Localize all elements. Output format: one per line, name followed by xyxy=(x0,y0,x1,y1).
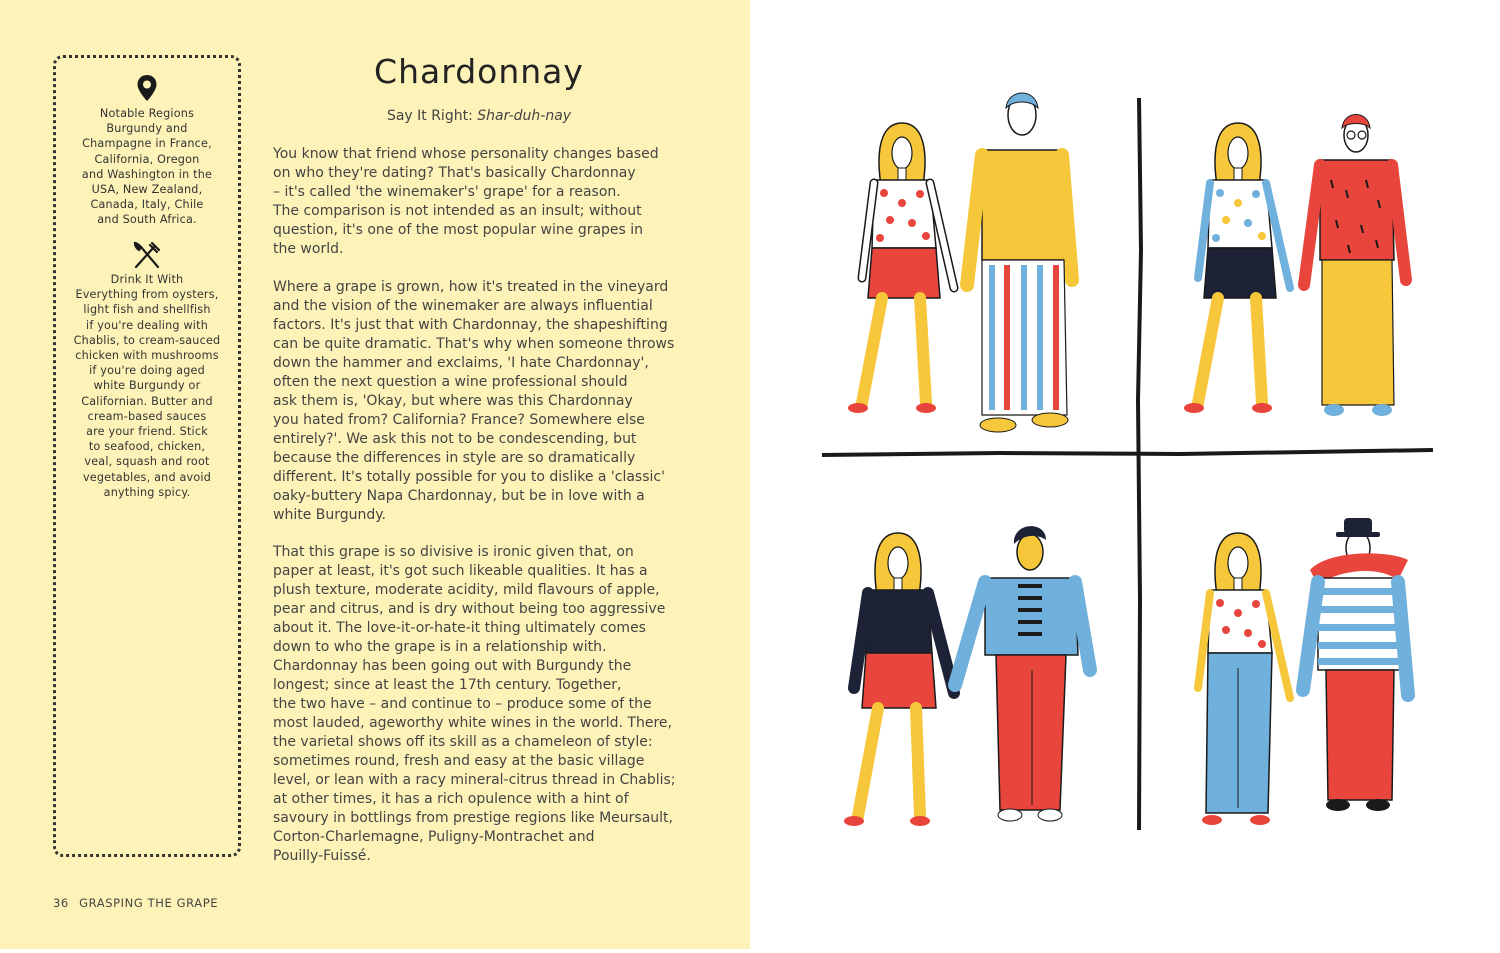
horizontal-divider xyxy=(822,450,1433,455)
couple-top-left xyxy=(848,93,1072,432)
right-page xyxy=(750,0,1500,949)
map-pin-icon xyxy=(136,74,158,102)
pronunciation-value: Shar-duh-nay xyxy=(477,108,572,124)
page-number: 36 xyxy=(53,896,69,910)
fork-knife-icon xyxy=(132,240,162,270)
paragraph-1: You know that friend whose personality changes based on who they're dating? That's basically Chardonnay – it's called 'the winemaker's' grape' for a reason. The comparison is not intended as an insult; without question, it's one of the most popular wine grapes in the world. xyxy=(273,146,659,257)
pronunciation xyxy=(272,108,686,124)
couple-bottom-left xyxy=(844,526,1090,826)
sidebar-box xyxy=(53,55,241,857)
vertical-divider xyxy=(1138,98,1141,830)
page-footer xyxy=(53,896,224,910)
couples-illustration xyxy=(750,0,1500,949)
pronunciation-label: Say It Right: xyxy=(386,108,473,124)
drink-it-with-text: Drink It With Everything from oysters, light fish and shellfish if you're dealing with Chablis, to cream-sauced chicken with mushrooms if you're doing aged white Burgundy or Californian. Butter and cream-based sauces are your friend. Stick to seafood, chicken, veal, squash and root vegetables, and avoid anything spicy. xyxy=(73,273,221,499)
couple-bottom-right xyxy=(1198,518,1408,825)
couple-top-right xyxy=(1184,115,1406,417)
paragraph-2: Where a grape is grown, how it's treated in the vineyard and the vision of the winemaker are always influential factors. It's just that with Chardonnay, the shapeshifting can be quite dramatic. That's why when someone throws down the hammer and exclaims, 'I hate Chardonnay', often the next question a wine professional should ask them is, 'Okay, but where was this Chardonnay you hated from? California? France? Somewhere else entirely?'. We ask this not to be condescending, but because the differences in style are so dramatically different. It's totally possible for you to dislike a 'classic' oaky-buttery Napa Chardonnay, but be in love with a white Burgundy. xyxy=(273,279,675,523)
notable-regions-text: Notable Regions Burgundy and Champagne in France, California, Oregon and Washington in the USA, New Zealand, Canada, Italy, Chile and South Africa. xyxy=(81,107,213,227)
page-title: Chardonnay xyxy=(374,52,584,91)
left-page xyxy=(0,0,750,949)
paragraph-3: That this grape is so divisive is ironic given that, on paper at least, it's got such likeable qualities. It has a plush texture, moderate acidity, mild flavours of apple, pear and citrus, and is dry without being too aggressive about it. The love-it-or-hate-it thing ultimately comes down to who the grape is in a relationship with. Chardonnay has been going out with Burgundy the longest; since at least the 17th century. Together, the two have – and continue to – produce some of the most lauded, ageworthy white wines in the world. There, the varietal shows off its skill as a chameleon of style: sometimes round, fresh and easy at the basic village level, or lean with a racy mineral-citrus thread in Chablis; at other times, it has a rich opulence with a hint of savoury in bottlings from prestige regions like Meursault, Corton-Charlemagne, Puligny-Montrachet and Pouilly-Fuissé. xyxy=(273,544,676,864)
section-name: GRASPING THE GRAPE xyxy=(79,896,219,910)
